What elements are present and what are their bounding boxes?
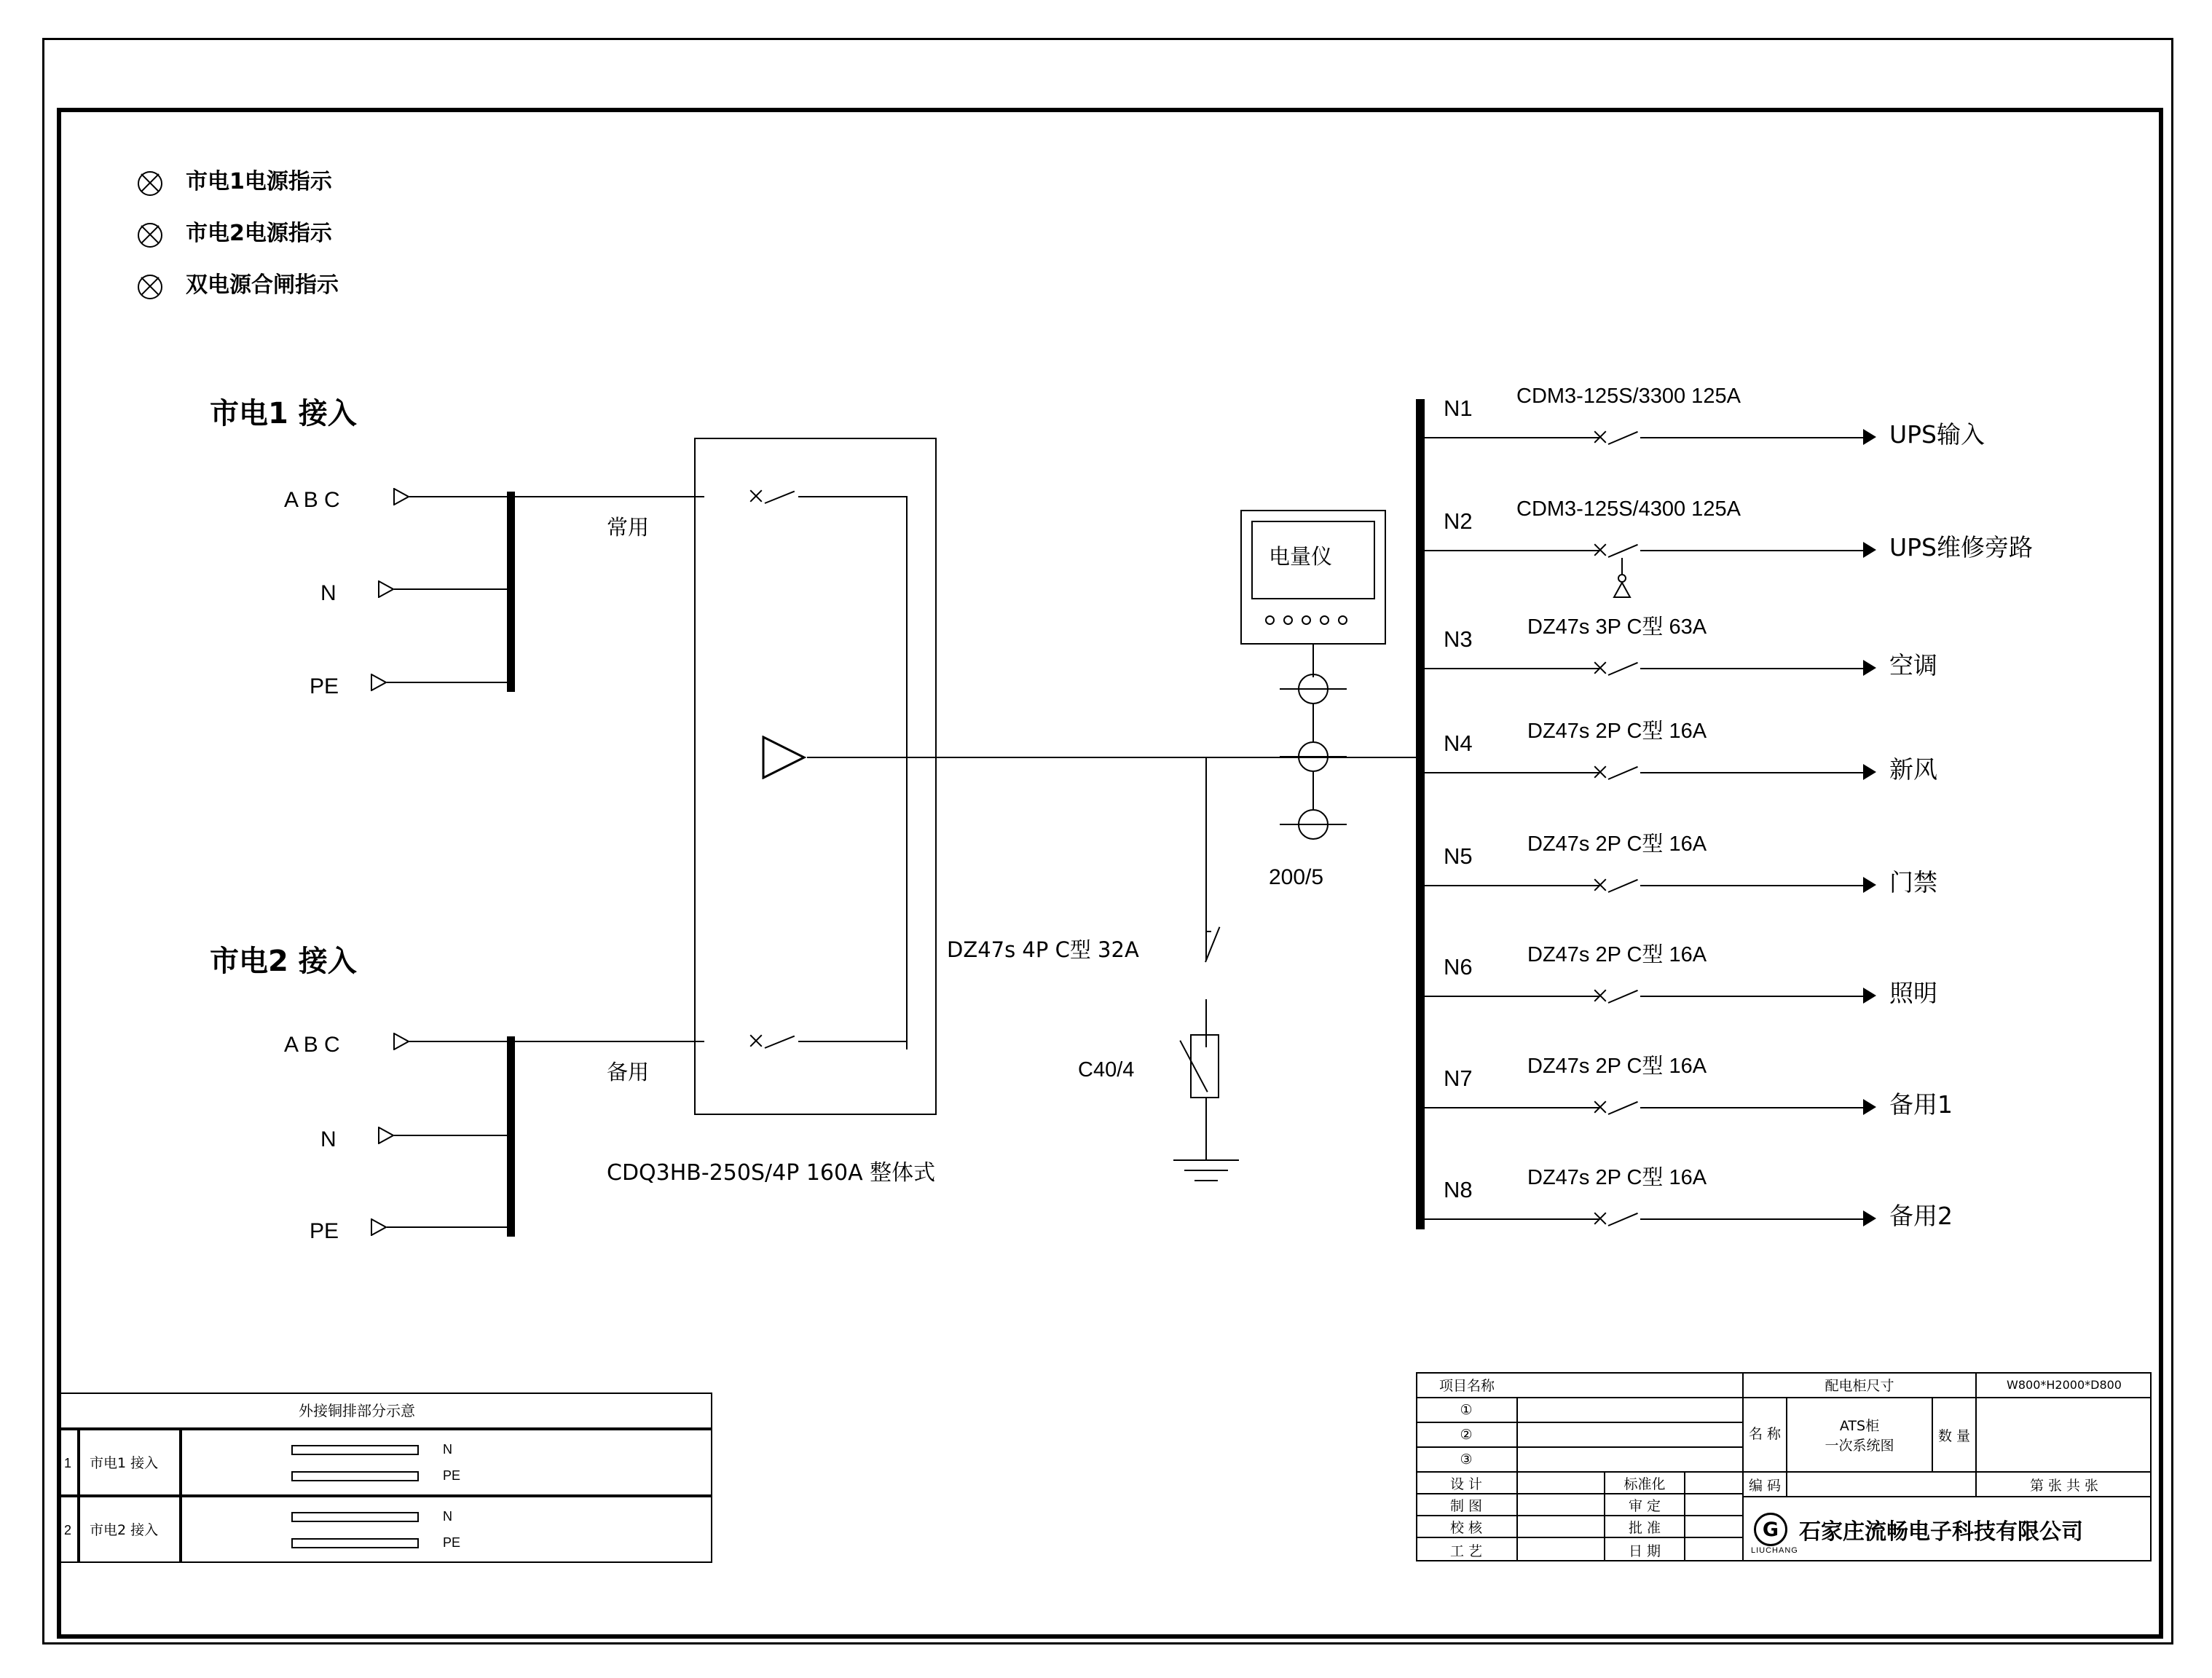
ats-contact-common-x <box>748 488 764 504</box>
circuit-load-n8: 备用2 <box>1889 1202 1953 1230</box>
tb-name-value <box>1787 1398 1933 1473</box>
circuit-contact-n5 <box>1592 877 1608 893</box>
circuit-id-n3: N3 <box>1444 626 1473 652</box>
circuit-arrow-n6 <box>1863 988 1876 1004</box>
ats-contact-standby-x <box>748 1033 764 1049</box>
circuit-contact-n1 <box>1592 429 1608 445</box>
circuit-wire-n8-a <box>1425 1218 1599 1220</box>
terminal-arrow-icon <box>378 580 394 598</box>
incoming-2-feed-wire <box>515 1041 704 1042</box>
ground-icon-2 <box>1184 1170 1228 1171</box>
tb-empty-top <box>1518 1372 1744 1398</box>
lamp-icon <box>138 275 162 299</box>
circuit-wire-n1-b <box>1640 437 1866 438</box>
company-name: 石家庄流畅电子科技有限公司 <box>1799 1519 2083 1545</box>
incoming-1-feed-wire <box>515 496 704 497</box>
legend-item-label-2: 市电2电源指示 <box>186 221 332 246</box>
tb-mid-value-4 <box>1685 1538 1744 1561</box>
tb-row-3-value <box>1518 1448 1744 1473</box>
incoming-2-n-wire <box>394 1135 511 1136</box>
spd-breaker-label: DZ47s 4P C型 32A <box>947 937 1139 962</box>
incoming-2-abc-wire <box>409 1041 519 1042</box>
circuit-contact-n2 <box>1592 542 1608 558</box>
tb-qty-value <box>1977 1398 2152 1473</box>
circuit-spec-n7: DZ47s 2P C型 16A <box>1527 1055 1707 1078</box>
tb-row-3-label: ③ <box>1416 1448 1518 1473</box>
tb-mid-label-1: 标准化 <box>1605 1473 1685 1494</box>
tb-mid-value-1 <box>1685 1473 1744 1494</box>
lamp-icon <box>138 171 162 196</box>
meter-lead-wire <box>1312 645 1314 677</box>
circuit-arrow-n4 <box>1863 764 1876 780</box>
incoming-1-title: 市电1 接入 <box>210 397 357 430</box>
ct-link-2 <box>1312 772 1314 810</box>
incoming-2-phase-label: A B C <box>284 1033 340 1057</box>
busbar-row-1-name: 市电1 接入 <box>90 1455 159 1471</box>
company-logo-letter: G <box>1762 1518 1779 1541</box>
busbar-row-1-bar-label-1: N <box>443 1442 452 1457</box>
tb-row-2-value <box>1518 1423 1744 1448</box>
circuit-contact-n6 <box>1592 988 1608 1004</box>
meter-led-4 <box>1320 615 1329 625</box>
main-busbar <box>1416 399 1425 1229</box>
circuit-id-n2: N2 <box>1444 508 1473 534</box>
busbar-row-1-no: 1 <box>64 1456 72 1470</box>
meter-led-2 <box>1283 615 1293 625</box>
interlock-icon <box>1611 574 1633 602</box>
busbar-row-2-name: 市电2 接入 <box>90 1522 159 1538</box>
circuit-wire-n3-a <box>1425 668 1599 669</box>
tb-mid-value-3 <box>1685 1516 1744 1538</box>
tb-mid-label-2: 审 定 <box>1605 1494 1685 1516</box>
ground-icon <box>1173 1159 1239 1161</box>
ct-bar-3 <box>1280 824 1347 825</box>
busbar-bar-pe-2 <box>291 1538 419 1548</box>
circuit-id-n1: N1 <box>1444 395 1473 421</box>
busbar-row-1-bar-label-2: PE <box>443 1468 461 1483</box>
circuit-wire-n3-b <box>1640 668 1866 669</box>
ats-role-label-2: 备用 <box>607 1060 650 1084</box>
incoming-1-busbar <box>507 492 515 692</box>
legend-item-label-3: 双电源合闸指示 <box>186 272 339 298</box>
incoming-2-pe-label: PE <box>310 1219 339 1243</box>
ct-link-1 <box>1312 704 1314 742</box>
circuit-arrow-n2 <box>1863 542 1876 558</box>
tb-sheet-count: 第 张 共 张 <box>1977 1473 2152 1497</box>
tb-row-1-label: ① <box>1416 1398 1518 1423</box>
incoming-2-pe-wire <box>387 1226 511 1228</box>
tb-left-value-4 <box>1518 1538 1605 1561</box>
terminal-arrow-icon <box>393 488 409 505</box>
terminal-arrow-icon <box>378 1127 394 1144</box>
incoming-1-pe-label: PE <box>310 674 339 698</box>
circuit-contact-n7 <box>1592 1099 1608 1115</box>
tb-left-value-3 <box>1518 1516 1605 1538</box>
meter-led-3 <box>1302 615 1311 625</box>
busbar-row-1-bars-cell <box>181 1429 712 1496</box>
circuit-wire-n7-b <box>1640 1107 1866 1108</box>
circuit-wire-n7-a <box>1425 1107 1599 1108</box>
circuit-spec-n2: CDM3-125S/4300 125A <box>1516 497 1741 521</box>
ats-controller-icon <box>762 736 807 783</box>
ct-bar-2 <box>1280 756 1347 757</box>
tb-name-label: 名 称 <box>1744 1398 1787 1473</box>
incoming-1-pe-wire <box>387 682 511 683</box>
circuit-spec-n4: DZ47s 2P C型 16A <box>1527 720 1707 743</box>
incoming-2-title: 市电2 接入 <box>210 945 357 978</box>
incoming-2-n-label: N <box>320 1127 336 1151</box>
tb-project-label: 项目名称 <box>1416 1372 1518 1398</box>
incoming-1-phase-label: A B C <box>284 488 340 512</box>
busbar-bar-pe-1 <box>291 1471 419 1481</box>
circuit-load-n2: UPS维修旁路 <box>1889 533 2034 562</box>
incoming-2-busbar <box>507 1036 515 1237</box>
spd-ground-wire <box>1205 1098 1207 1160</box>
circuit-spec-n1: CDM3-125S/3300 125A <box>1516 385 1741 408</box>
circuit-contact-n8 <box>1592 1210 1608 1226</box>
interlock-stem <box>1621 558 1623 574</box>
tb-name-value-line2: 一次系统图 <box>1825 1438 1894 1454</box>
tb-row-1-value <box>1518 1398 1744 1423</box>
tb-left-label-1: 设 计 <box>1416 1473 1518 1494</box>
circuit-load-n1: UPS输入 <box>1889 420 1985 449</box>
tb-left-value-2 <box>1518 1494 1605 1516</box>
circuit-wire-n8-b <box>1640 1218 1866 1220</box>
tb-mid-value-2 <box>1685 1494 1744 1516</box>
ats-role-label-1: 常用 <box>607 515 650 540</box>
circuit-id-n8: N8 <box>1444 1177 1473 1202</box>
tb-left-label-2: 制 图 <box>1416 1494 1518 1516</box>
incoming-1-abc-wire <box>409 496 519 497</box>
ats-out-wire <box>807 757 920 758</box>
tb-left-label-3: 校 核 <box>1416 1516 1518 1538</box>
tb-cabinet-size-value: W800*H2000*D800 <box>1977 1372 2152 1398</box>
circuit-wire-n5-a <box>1425 885 1599 886</box>
circuit-contact-n3 <box>1592 660 1608 676</box>
tb-cabinet-size-label: 配电柜尺寸 <box>1744 1372 1977 1398</box>
incoming-1-n-wire <box>394 588 511 590</box>
circuit-arrow-n1 <box>1863 429 1876 445</box>
ats-bottom-wire <box>798 1041 908 1042</box>
lamp-icon <box>138 223 162 248</box>
tb-name-value-line1: ATS柜 <box>1839 1418 1880 1434</box>
company-logo-sub: LIUCHANG <box>1751 1546 1798 1555</box>
ats-right-link <box>906 496 908 1049</box>
circuit-wire-n5-b <box>1640 885 1866 886</box>
incoming-1-n-label: N <box>320 581 336 605</box>
tb-row-2-label: ② <box>1416 1423 1518 1448</box>
busbar-row-2-bar-label-2: PE <box>443 1535 461 1550</box>
tb-qty-label: 数 量 <box>1933 1398 1977 1473</box>
spd-device-label: C40/4 <box>1078 1058 1135 1082</box>
circuit-spec-n6: DZ47s 2P C型 16A <box>1527 943 1707 966</box>
circuit-wire-n2-b <box>1640 550 1866 551</box>
circuit-id-n4: N4 <box>1444 730 1473 756</box>
circuit-spec-n8: DZ47s 2P C型 16A <box>1527 1166 1707 1189</box>
circuit-wire-n2-a <box>1425 550 1599 551</box>
circuit-load-n4: 新风 <box>1889 755 1937 784</box>
circuit-load-n7: 备用1 <box>1889 1090 1953 1119</box>
circuit-load-n3: 空调 <box>1889 651 1937 680</box>
circuit-spec-n3: DZ47s 3P C型 63A <box>1527 615 1707 639</box>
circuit-wire-n4-a <box>1425 772 1599 773</box>
tb-mid-label-3: 批 准 <box>1605 1516 1685 1538</box>
terminal-arrow-icon <box>371 674 387 691</box>
meter-label: 电量仪 <box>1269 544 1333 569</box>
busbar-row-2-no: 2 <box>64 1523 72 1537</box>
circuit-id-n6: N6 <box>1444 954 1473 980</box>
ground-icon-3 <box>1194 1180 1218 1181</box>
busbar-bar-n-2 <box>291 1512 419 1522</box>
circuit-wire-n4-b <box>1640 772 1866 773</box>
meter-led-1 <box>1265 615 1275 625</box>
circuit-wire-n6-b <box>1640 996 1866 997</box>
circuit-id-n7: N7 <box>1444 1066 1473 1091</box>
circuit-spec-n5: DZ47s 2P C型 16A <box>1527 832 1707 856</box>
circuit-arrow-n5 <box>1863 877 1876 893</box>
busbar-bar-n-1 <box>291 1445 419 1455</box>
tb-code-value <box>1787 1473 1977 1497</box>
circuit-id-n5: N5 <box>1444 843 1473 869</box>
legend-item-label-1: 市电1电源指示 <box>186 169 332 194</box>
ats-top-wire <box>798 496 908 497</box>
circuit-wire-n6-a <box>1425 996 1599 997</box>
circuit-arrow-n3 <box>1863 660 1876 676</box>
tb-company-row <box>1744 1497 2152 1561</box>
circuit-load-n5: 门禁 <box>1889 868 1937 897</box>
company-logo-icon <box>1754 1513 1787 1546</box>
circuit-arrow-n7 <box>1863 1099 1876 1115</box>
terminal-arrow-icon <box>371 1218 387 1236</box>
spd-drop-wire <box>1205 757 1207 931</box>
busbar-row-2-bars-cell <box>181 1496 712 1563</box>
ats-enclosure <box>694 438 937 1115</box>
tb-mid-label-4: 日 期 <box>1605 1538 1685 1561</box>
tb-left-label-4: 工 艺 <box>1416 1538 1518 1561</box>
circuit-contact-n4 <box>1592 764 1608 780</box>
meter-led-5 <box>1338 615 1347 625</box>
ct-ratio-label: 200/5 <box>1269 865 1324 889</box>
terminal-arrow-icon <box>393 1033 409 1050</box>
ct-bar-1 <box>1280 688 1347 690</box>
busbar-table-title: 外接铜排部分示意 <box>299 1402 415 1419</box>
tb-left-value-1 <box>1518 1473 1605 1494</box>
circuit-arrow-n8 <box>1863 1210 1876 1226</box>
tb-code-label: 编 码 <box>1744 1473 1787 1497</box>
busbar-row-2-bar-label-1: N <box>443 1509 452 1524</box>
ats-device-label: CDQ3HB-250S/4P 160A 整体式 <box>607 1160 936 1186</box>
circuit-wire-n1-a <box>1425 437 1599 438</box>
circuit-load-n6: 照明 <box>1889 979 1937 1007</box>
